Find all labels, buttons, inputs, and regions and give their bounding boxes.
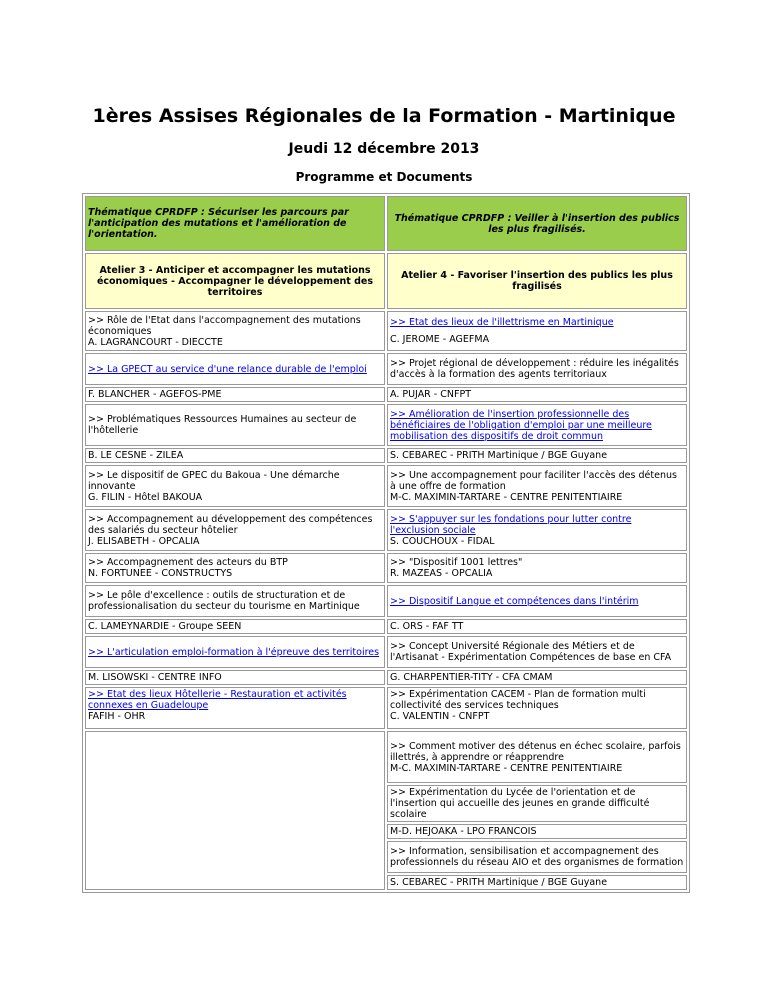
event-date: Jeudi 12 décembre 2013 [288,141,480,157]
session-speaker: S. COUCHOUX - FIDAL [390,535,495,547]
session-link[interactable]: >> Dispositif Langue et compétences dans l'intérim [390,595,639,607]
program-table [82,193,690,893]
session-cell [85,553,385,583]
empty-cell [85,731,385,890]
session-title: >> Problématiques Ressources Humaines au secteur de l'hôtellerie [88,414,357,436]
session-title: >> Une accompagnement pour faciliter l'accès des détenus à une offre de formation [390,469,677,492]
session-title: >> Projet régional de développement : réduire les inégalités d'accès à la formation des agents territoriaux [390,358,679,380]
session-title: >> Expérimentation CACEM - Plan de formation multi collectivité des services techniques [390,689,646,711]
session-cell [387,353,687,385]
session-cell [85,353,385,385]
session-cell [387,731,687,783]
theme-right: Thématique CPRDFP : Veiller à l'insertion des publics les plus fragilisés. [387,196,687,251]
session-title: >> Accompagnement au développement des compétences des salariés du secteur hôtelier [88,513,373,536]
session-speaker: R. MAZEAS - OPCALIA [390,568,493,579]
session-speaker: F. BLANCHER - AGEFOS-PME [85,387,385,402]
session-cell [85,636,385,668]
session-speaker: M-C. MAXIMIN-TARTARE - CENTRE PENITENTIAIRE [390,762,623,774]
session-cell [387,553,687,583]
theme-left: Thématique CPRDFP : Sécuriser les parcours par l'anticipation des mutations et l'amélioration de l'orientation. [85,196,385,251]
session-cell [387,636,687,668]
session-speaker: M-D. HEJOAKA - LPO FRANCOIS [387,824,687,839]
session-speaker: A. LAGRANCOURT - DIECCTE [88,336,223,348]
page-subtitle: Programme et Documents [295,170,473,184]
session-link[interactable]: >> L'articulation emploi-formation à l'épreuve des territoires [88,646,380,658]
session-speaker: C. JEROME - AGEFMA [390,334,490,345]
session-speaker: S. CEBAREC - PRITH Martinique / BGE Guyane [387,875,687,890]
session-speaker: M-C. MAXIMIN-TARTARE - CENTRE PENITENTIAIRE [390,491,623,503]
session-speaker: N. FORTUNEE - CONSTRUCTYS [88,568,233,579]
session-speaker: M. LISOWSKI - CENTRE INFO [85,670,385,685]
session-title: >> Le dispositif de GPEC du Bakoua - Une démarche innovante [88,469,340,492]
session-cell [387,404,687,446]
session-title: >> Accompagnement des acteurs du BTP [88,557,288,568]
session-cell [85,465,385,507]
session-speaker: J. ELISABETH - OPCALIA [88,535,200,547]
session-cell [85,404,385,446]
atelier-4-title: Atelier 4 - Favoriser l'insertion des publics les plus fragilisés [387,253,687,309]
session-cell [85,585,385,617]
session-link[interactable]: >> Amélioration de l'insertion professionnelle des bénéficiaires de l'obligation d'emploi par une meilleure mobilisation des dispositifs de droit commun [390,408,652,442]
session-speaker: C. ORS - FAF TT [387,619,687,634]
session-title: >> Comment motiver des détenus en échec scolaire, parfois illettrés, à apprendre or réapprendre [390,740,681,763]
session-link[interactable]: >> Etat des lieux Hôtellerie - Restauration et activités connexes en Guadeloupe [88,689,347,711]
session-speaker: G. CHARPENTIER-TITY - CFA CMAM [387,670,687,685]
session-link[interactable]: >> Etat des lieux de l'illettrisme en Martinique [390,317,614,328]
session-cell [387,509,687,551]
session-cell [85,509,385,551]
session-title: >> Information, sensibilisation et accompagnement des professionnels du réseau AIO et des organismes de formation [387,841,687,873]
session-link[interactable]: >> La GPECT au service d'une relance durable de l'emploi [88,363,367,375]
session-title: >> Le pôle d'excellence : outils de structuration et de professionalisation du secteur du tourisme en Martinique [88,590,360,612]
session-cell [85,311,385,351]
session-cell [387,585,687,617]
session-speaker: A. PUJAR - CNFPT [387,387,687,402]
session-title: >> Rôle de l'Etat dans l'accompagnement des mutations économiques [88,314,361,337]
atelier-3-title: Atelier 3 - Anticiper et accompagner les mutations économiques - Accompagner le développement des territoires [85,253,385,309]
session-cell [387,687,687,729]
session-speaker: G. FILIN - Hôtel BAKOUA [88,491,203,503]
session-cell [387,311,687,351]
session-speaker: B. LE CESNE - ZILEA [85,448,385,463]
session-cell [85,687,385,729]
session-link[interactable]: >> S'appuyer sur les fondations pour lutter contre l'exclusion sociale [390,513,632,536]
session-speaker: C. LAMEYNARDIE - Groupe SEEN [85,619,385,634]
session-speaker: FAFIH - OHR [88,711,146,722]
session-speaker: C. VALENTIN - CNFPT [390,711,490,722]
session-speaker: S. CEBAREC - PRITH Martinique / BGE Guyane [387,448,687,463]
session-title: >> Expérimentation du Lycée de l'orientation et de l'insertion qui accueille des jeunes en grande difficulté scolaire [387,785,687,822]
page-title: 1ères Assises Régionales de la Formation - Martinique [92,105,676,127]
session-title: >> "Dispositif 1001 lettres" [390,557,523,568]
session-cell [387,465,687,507]
session-title: >> Concept Université Régionale des Métiers et de l'Artisanat - Expérimentation Compétences de base en CFA [390,641,672,663]
